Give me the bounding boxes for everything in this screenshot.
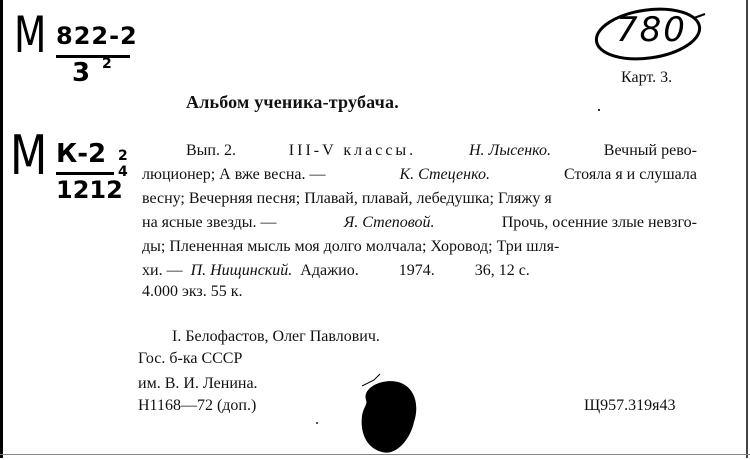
- handwritten-shelf-sup-mid: 2: [118, 148, 128, 164]
- compiler: I. Белофастов, Олег Павлович.: [172, 328, 380, 345]
- handwritten-shelf-extra-mid: 4: [118, 164, 128, 180]
- stamp-number: 780: [616, 10, 687, 50]
- handwritten-shelf-number-mid: К-2: [56, 139, 107, 169]
- handwritten-shelf-sub-mid: 1212: [56, 176, 123, 204]
- speck: [598, 109, 600, 111]
- ink-blot: [352, 370, 432, 460]
- card-body: [142, 139, 697, 283]
- handwritten-shelf-letter-mid: М: [10, 124, 48, 187]
- body-line-2: люционер; А вже весна. — К. Стеценко. Стояла я и слушала: [142, 166, 697, 183]
- scan-right-edge: [746, 0, 748, 458]
- card-title: Альбом ученика-трубача.: [186, 92, 399, 112]
- handwritten-shelf-sup-top: 2: [102, 56, 112, 72]
- handwritten-shelf-number-top: 822-2: [56, 22, 138, 50]
- handwritten-underline-mid: [56, 172, 114, 175]
- card-number: Карт. 3.: [621, 69, 673, 86]
- handwritten-shelf-sub-top: 3: [72, 58, 91, 88]
- body-line-4: на ясные звезды. — Я. Степовой. Прочь, осенние злые невзго-: [142, 214, 697, 231]
- classification-code: Щ957.319я43: [584, 397, 676, 414]
- body-line-1: Вып. 2. III-V классы. Н. Лысенко. Вечный рево-: [186, 142, 697, 159]
- scan-left-edge: [0, 0, 3, 458]
- handwritten-shelf-letter-top: М: [14, 6, 47, 64]
- edition-info: 4.000 экз. 55 к.: [142, 283, 243, 300]
- handwritten-underline-top: [56, 55, 130, 58]
- body-line-5: ды; Плененная мысль моя долго молчала; Хоровод; Три шля-: [142, 238, 560, 255]
- library-line-1: Гос. б-ка СССР: [138, 350, 243, 367]
- body-line-3: весну; Вечерняя песня; Плавай, плавай, лебедушка; Гляжу я: [142, 190, 552, 207]
- speck: [316, 422, 318, 424]
- library-line-2: им. В. И. Ленина.: [138, 375, 258, 392]
- order-code: Н1168—72 (доп.): [138, 397, 257, 414]
- body-line-6: хи. — П. Нищинский. Адажио. 1974. 36, 12 с.: [142, 262, 530, 279]
